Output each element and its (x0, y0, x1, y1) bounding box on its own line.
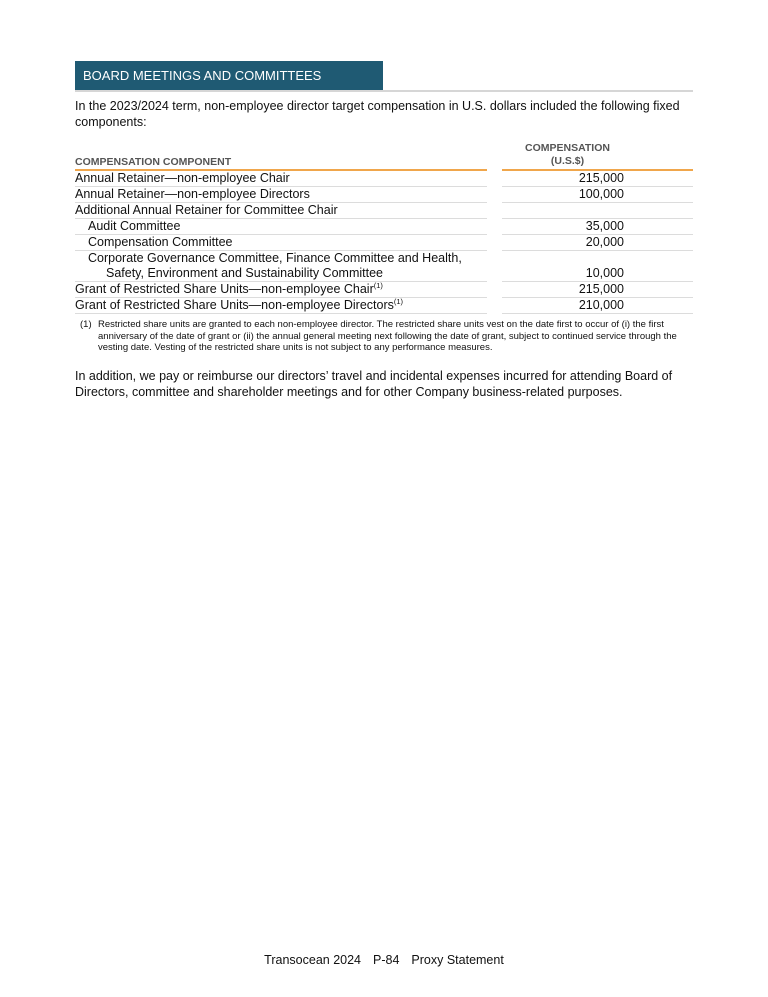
row-value: 10,000 (502, 251, 693, 282)
table-row (75, 282, 693, 298)
header-line2: (U.S.$) (550, 155, 585, 167)
expenses-paragraph: In addition, we pay or reimburse our directors’ travel and incidental expenses incurred for attending Board of Directors, committee and shareholder meetings and for other Company business-related purposes. (75, 368, 673, 399)
row-label: Annual Retainer—non-employee Directors (75, 187, 487, 203)
table-row (75, 219, 693, 235)
header-line1: COMPENSATION (525, 142, 610, 154)
header-compensation (502, 142, 693, 171)
row-label: Compensation Committee (75, 235, 487, 251)
header-gap (487, 142, 502, 171)
table-row (75, 298, 693, 314)
content (75, 61, 695, 400)
footnote-text: Restricted share units are granted to each non-employee director. The restricted share units vest on the date first to occur of (i) the first anniversary of the date of grant or (ii) the annual general meeting next following the date of grant, subject to continued service through the vesting date. Vesting of the restricted share units is not subject to any performance measures. (98, 319, 677, 353)
table-row (75, 251, 693, 282)
row-label (75, 282, 487, 298)
intro-paragraph: In the 2023/2024 term, non-employee director target compensation in U.S. dollars included the following fixed components: (75, 99, 680, 129)
row-value: 35,000 (502, 219, 693, 235)
table-row (75, 235, 693, 251)
row-label: Annual Retainer—non-employee Chair (75, 171, 487, 187)
row-value: 215,000 (502, 171, 693, 187)
row-value (502, 203, 693, 219)
row-label (75, 298, 487, 314)
row-label-line2: Safety, Environment and Sustainability Committee (106, 266, 383, 280)
table-row (75, 171, 693, 187)
row-label-text: Grant of Restricted Share Units—non-employee Directors (75, 298, 394, 312)
row-label (75, 251, 487, 282)
header-component: COMPENSATION COMPONENT (75, 142, 487, 171)
page-footer (0, 953, 768, 967)
row-label-line1: Corporate Governance Committee, Finance Committee and Health, (88, 251, 462, 265)
table-row (75, 203, 693, 219)
footnote-ref: (1) (393, 296, 404, 306)
footnote-ref: (1) (373, 280, 383, 290)
row-value: 210,000 (502, 298, 693, 314)
table-row (75, 187, 693, 203)
row-value: 100,000 (502, 187, 693, 203)
footnote (80, 319, 695, 354)
row-label: Additional Annual Retainer for Committee Chair (75, 203, 487, 219)
row-label: Audit Committee (75, 219, 487, 235)
section-title: BOARD MEETINGS AND COMMITTEES (75, 61, 383, 90)
footnote-marker: (1) (80, 319, 92, 330)
divider (75, 90, 693, 92)
footer-page-number: P-84 (373, 953, 400, 967)
row-value: 20,000 (502, 235, 693, 251)
footer-company: Transocean 2024 (264, 953, 361, 967)
footer-doc-title: Proxy Statement (411, 953, 504, 967)
row-label-text: Grant of Restricted Share Units—non-employee Chair (75, 282, 374, 296)
compensation-table (75, 142, 693, 314)
row-value: 215,000 (502, 282, 693, 298)
